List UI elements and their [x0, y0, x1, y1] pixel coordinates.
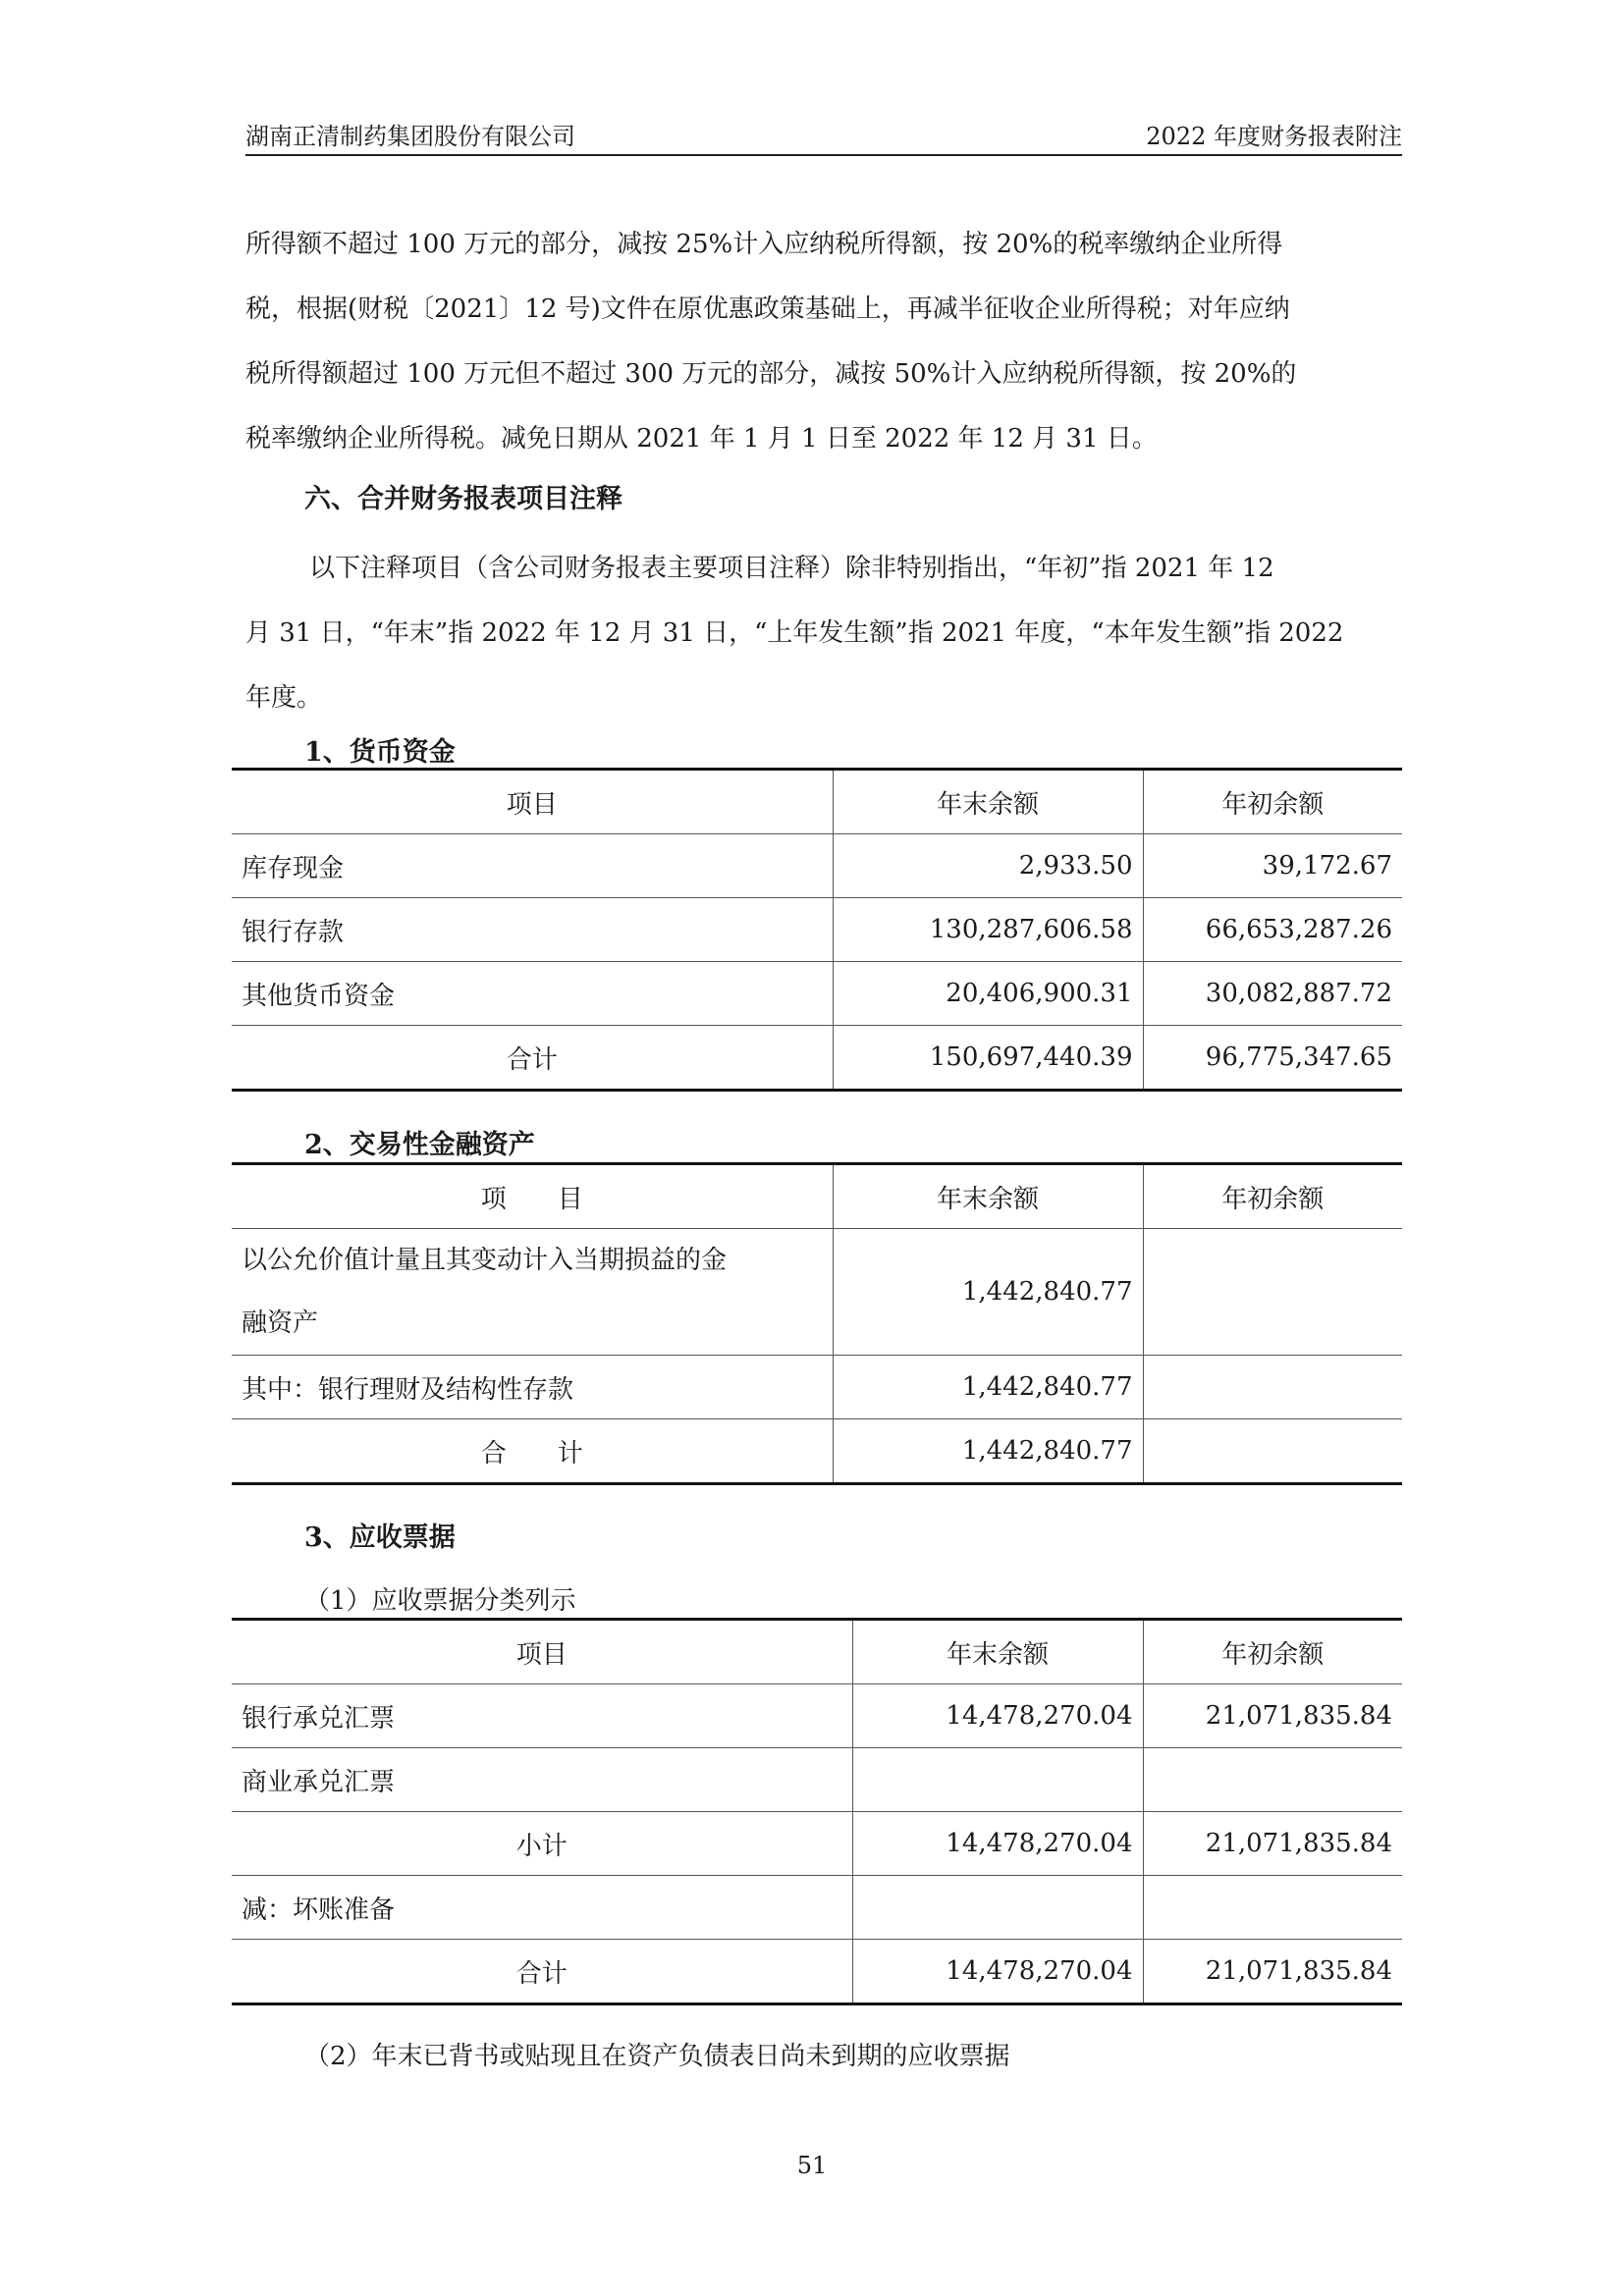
end-balance: 14,478,270.04 [852, 1812, 1143, 1876]
column-header: 项目 [232, 770, 833, 834]
trading-assets-table [232, 1162, 1402, 1485]
table-row [232, 1748, 1402, 1812]
section-heading: 六、合并财务报表项目注释 [304, 484, 623, 514]
table-row [232, 1356, 1402, 1419]
begin-balance: 21,071,835.84 [1143, 1812, 1402, 1876]
row-label: 银行承兑汇票 [232, 1684, 852, 1748]
subtotal-row [232, 1812, 1402, 1876]
table-header-row [232, 1164, 1402, 1229]
paragraph-line: 以下注释项目（含公司财务报表主要项目注释）除非特别指出，“年初”指 2021 年 12 [309, 554, 1274, 583]
total-row [232, 1419, 1402, 1484]
note-subtitle: （2）年末已背书或贴现且在资产负债表日尚未到期的应收票据 [304, 2042, 1010, 2071]
end-balance: 20,406,900.31 [833, 962, 1143, 1026]
end-balance: 14,478,270.04 [852, 1940, 1143, 2004]
notes-receivable-table [232, 1618, 1402, 2005]
column-header: 项目 [232, 1620, 852, 1684]
table1-title: 1、货币资金 [304, 737, 456, 768]
begin-balance: 21,071,835.84 [1143, 1684, 1402, 1748]
row-label: 商业承兑汇票 [232, 1748, 852, 1812]
table3-subtitle: （1）应收票据分类列示 [304, 1586, 576, 1616]
row-label: 库存现金 [232, 834, 833, 898]
paragraph-line: 年度。 [245, 683, 323, 713]
page-number: 51 [796, 2152, 828, 2179]
column-header: 年初余额 [1143, 1164, 1402, 1229]
end-balance: 2,933.50 [833, 834, 1143, 898]
row-label-line: 以公允价值计量且其变动计入当期损益的金 [242, 1246, 728, 1275]
end-balance: 1,442,840.77 [833, 1419, 1143, 1484]
column-header: 项 目 [232, 1164, 833, 1229]
begin-balance [1143, 1229, 1402, 1356]
begin-balance: 39,172.67 [1143, 834, 1402, 898]
document-title: 2022 年度财务报表附注 [1146, 123, 1402, 150]
table-row [232, 1229, 1402, 1356]
total-row [232, 1026, 1402, 1091]
total-row [232, 1940, 1402, 2004]
row-label: 合 计 [232, 1419, 833, 1484]
row-label-line: 融资产 [242, 1308, 319, 1338]
end-balance: 130,287,606.58 [833, 898, 1143, 962]
end-balance: 14,478,270.04 [852, 1684, 1143, 1748]
table-header-row [232, 1620, 1402, 1684]
paragraph-line: 所得额不超过 100 万元的部分，减按 25%计入应纳税所得额，按 20%的税率缴纳企业所得 [245, 230, 1283, 259]
begin-balance: 66,653,287.26 [1143, 898, 1402, 962]
column-header: 年初余额 [1143, 1620, 1402, 1684]
begin-balance: 30,082,887.72 [1143, 962, 1402, 1026]
column-header: 年末余额 [852, 1620, 1143, 1684]
section-intro [245, 536, 1402, 730]
paragraph-line: 月 31 日，“年末”指 2022 年 12 月 31 日，“上年发生额”指 2021 年度，“本年发生额”指 2022 [245, 618, 1344, 648]
intro-paragraph [245, 212, 1402, 471]
end-balance: 1,442,840.77 [833, 1356, 1143, 1419]
begin-balance [1143, 1356, 1402, 1419]
paragraph-line: 税，根据(财税〔2021〕12 号)文件在原优惠政策基础上，再减半征收企业所得税；对年应纳 [245, 294, 1290, 324]
row-label: 银行存款 [232, 898, 833, 962]
row-label: 小计 [232, 1812, 852, 1876]
table-row [232, 1876, 1402, 1940]
table-row [232, 1684, 1402, 1748]
table-row [232, 962, 1402, 1026]
begin-balance [1143, 1876, 1402, 1940]
page-header [245, 115, 1402, 156]
end-balance: 1,442,840.77 [833, 1229, 1143, 1356]
column-header: 年初余额 [1143, 770, 1402, 834]
table-header-row [232, 770, 1402, 834]
table-row [232, 834, 1402, 898]
begin-balance: 96,775,347.65 [1205, 1042, 1392, 1072]
table-row [232, 898, 1402, 962]
end-balance [852, 1748, 1143, 1812]
company-name: 湖南正清制药集团股份有限公司 [245, 123, 575, 150]
row-label: 其他货币资金 [232, 962, 833, 1026]
row-label: 合计 [232, 1940, 852, 2004]
table2-title: 2、交易性金融资产 [304, 1130, 535, 1160]
column-header: 年末余额 [833, 1164, 1143, 1229]
row-label: 减：坏账准备 [232, 1876, 852, 1940]
table3-title: 3、应收票据 [304, 1522, 456, 1553]
row-label: 其中：银行理财及结构性存款 [232, 1356, 833, 1419]
row-label: 合计 [232, 1026, 833, 1091]
begin-balance [1143, 1419, 1402, 1484]
paragraph-line: 税所得额超过 100 万元但不超过 300 万元的部分，减按 50%计入应纳税所得额，按 20%的 [245, 359, 1297, 389]
begin-balance: 21,071,835.84 [1205, 1956, 1392, 1986]
cash-table [232, 768, 1402, 1092]
begin-balance [1143, 1748, 1402, 1812]
row-label [232, 1229, 833, 1356]
end-balance [852, 1876, 1143, 1940]
column-header: 年末余额 [833, 770, 1143, 834]
paragraph-line: 税率缴纳企业所得税。减免日期从 2021 年 1 月 1 日至 2022 年 12 月 31 日。 [245, 424, 1158, 454]
end-balance: 150,697,440.39 [833, 1026, 1143, 1091]
